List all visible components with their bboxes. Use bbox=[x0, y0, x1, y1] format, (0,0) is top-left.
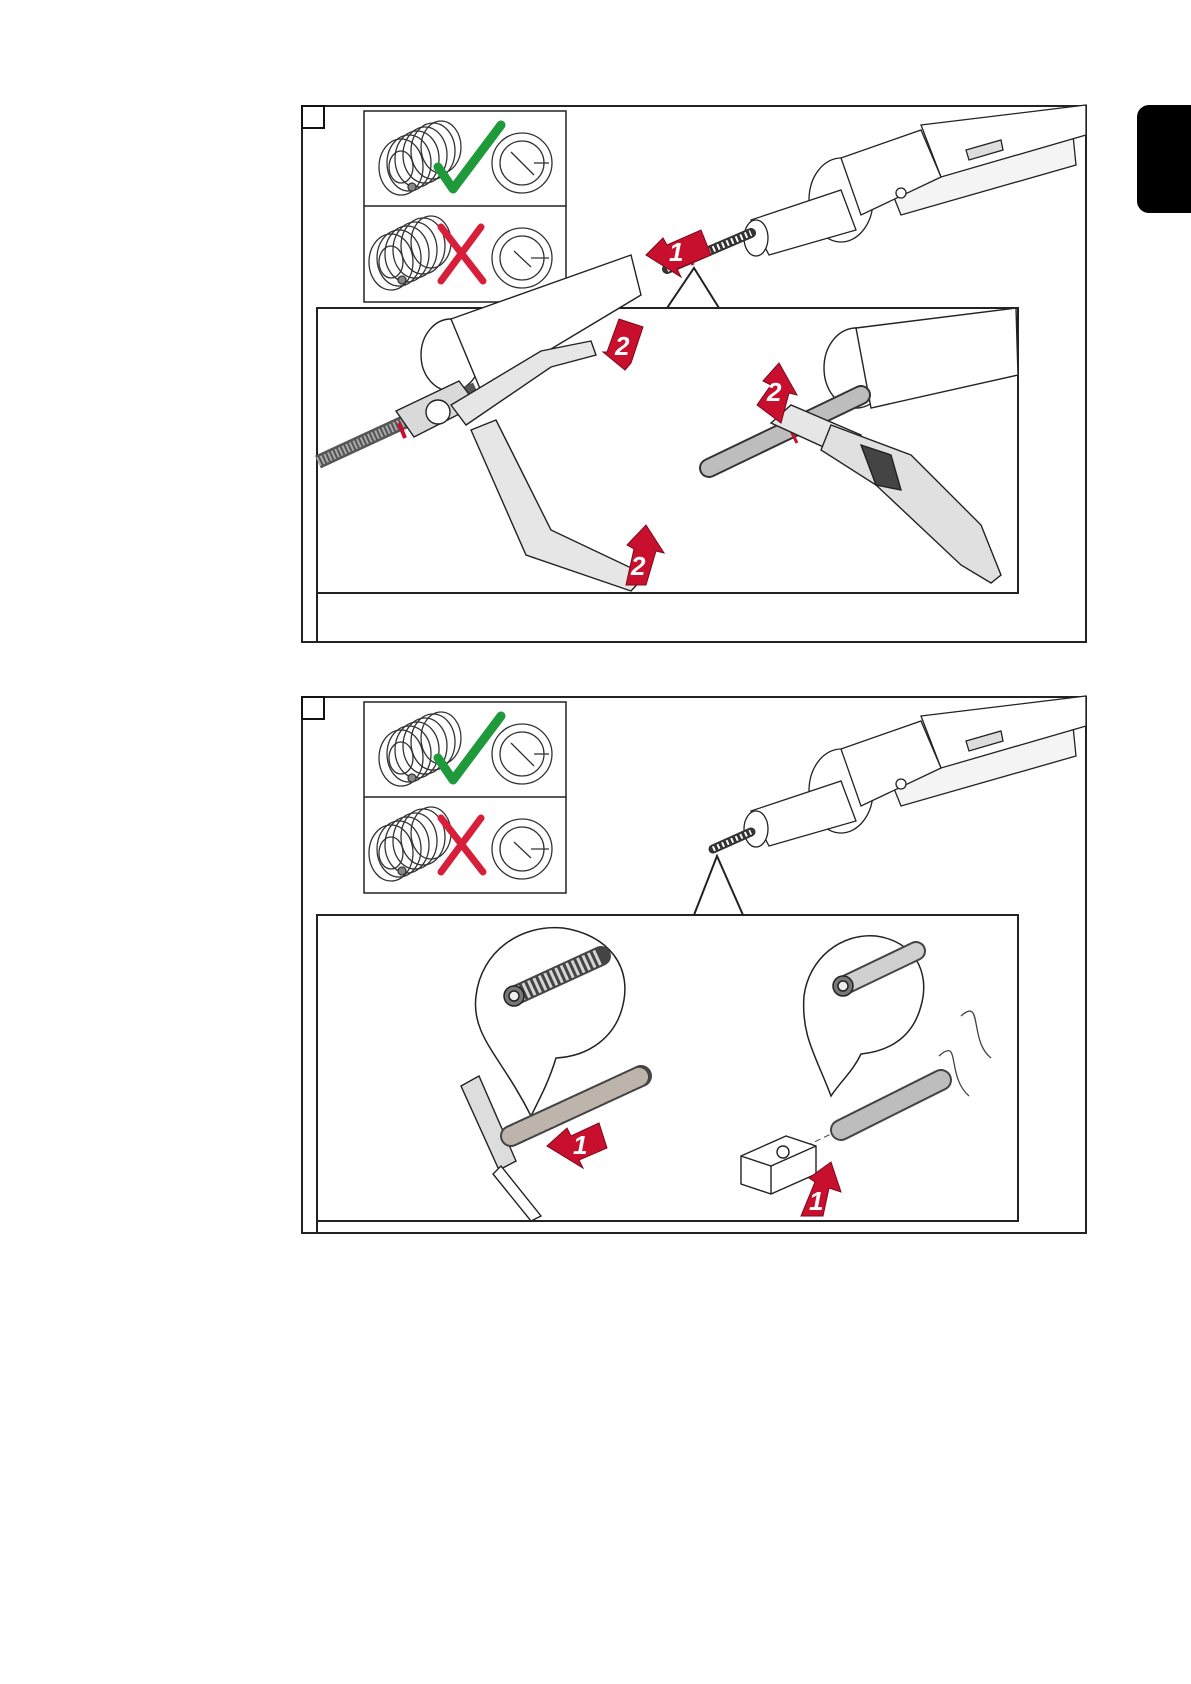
step-figure-1 bbox=[301, 105, 1087, 643]
step-marker-label: 2 bbox=[631, 551, 646, 581]
step-marker-label: 1 bbox=[809, 1186, 824, 1216]
step-marker-label: 2 bbox=[615, 331, 630, 361]
liner-comparison-box bbox=[364, 111, 566, 302]
step-marker-label: 1 bbox=[573, 1130, 588, 1160]
step-figure-2 bbox=[301, 696, 1087, 1234]
step-marker-label: 2 bbox=[767, 377, 782, 407]
step-marker-label: 1 bbox=[669, 237, 684, 267]
step-checkbox[interactable] bbox=[301, 696, 325, 720]
language-tab bbox=[1137, 105, 1191, 213]
step-checkbox[interactable] bbox=[301, 105, 325, 129]
figure-2-illustration bbox=[301, 696, 1087, 1234]
liner-comparison-box bbox=[364, 702, 566, 893]
figure-1-illustration bbox=[301, 105, 1087, 643]
